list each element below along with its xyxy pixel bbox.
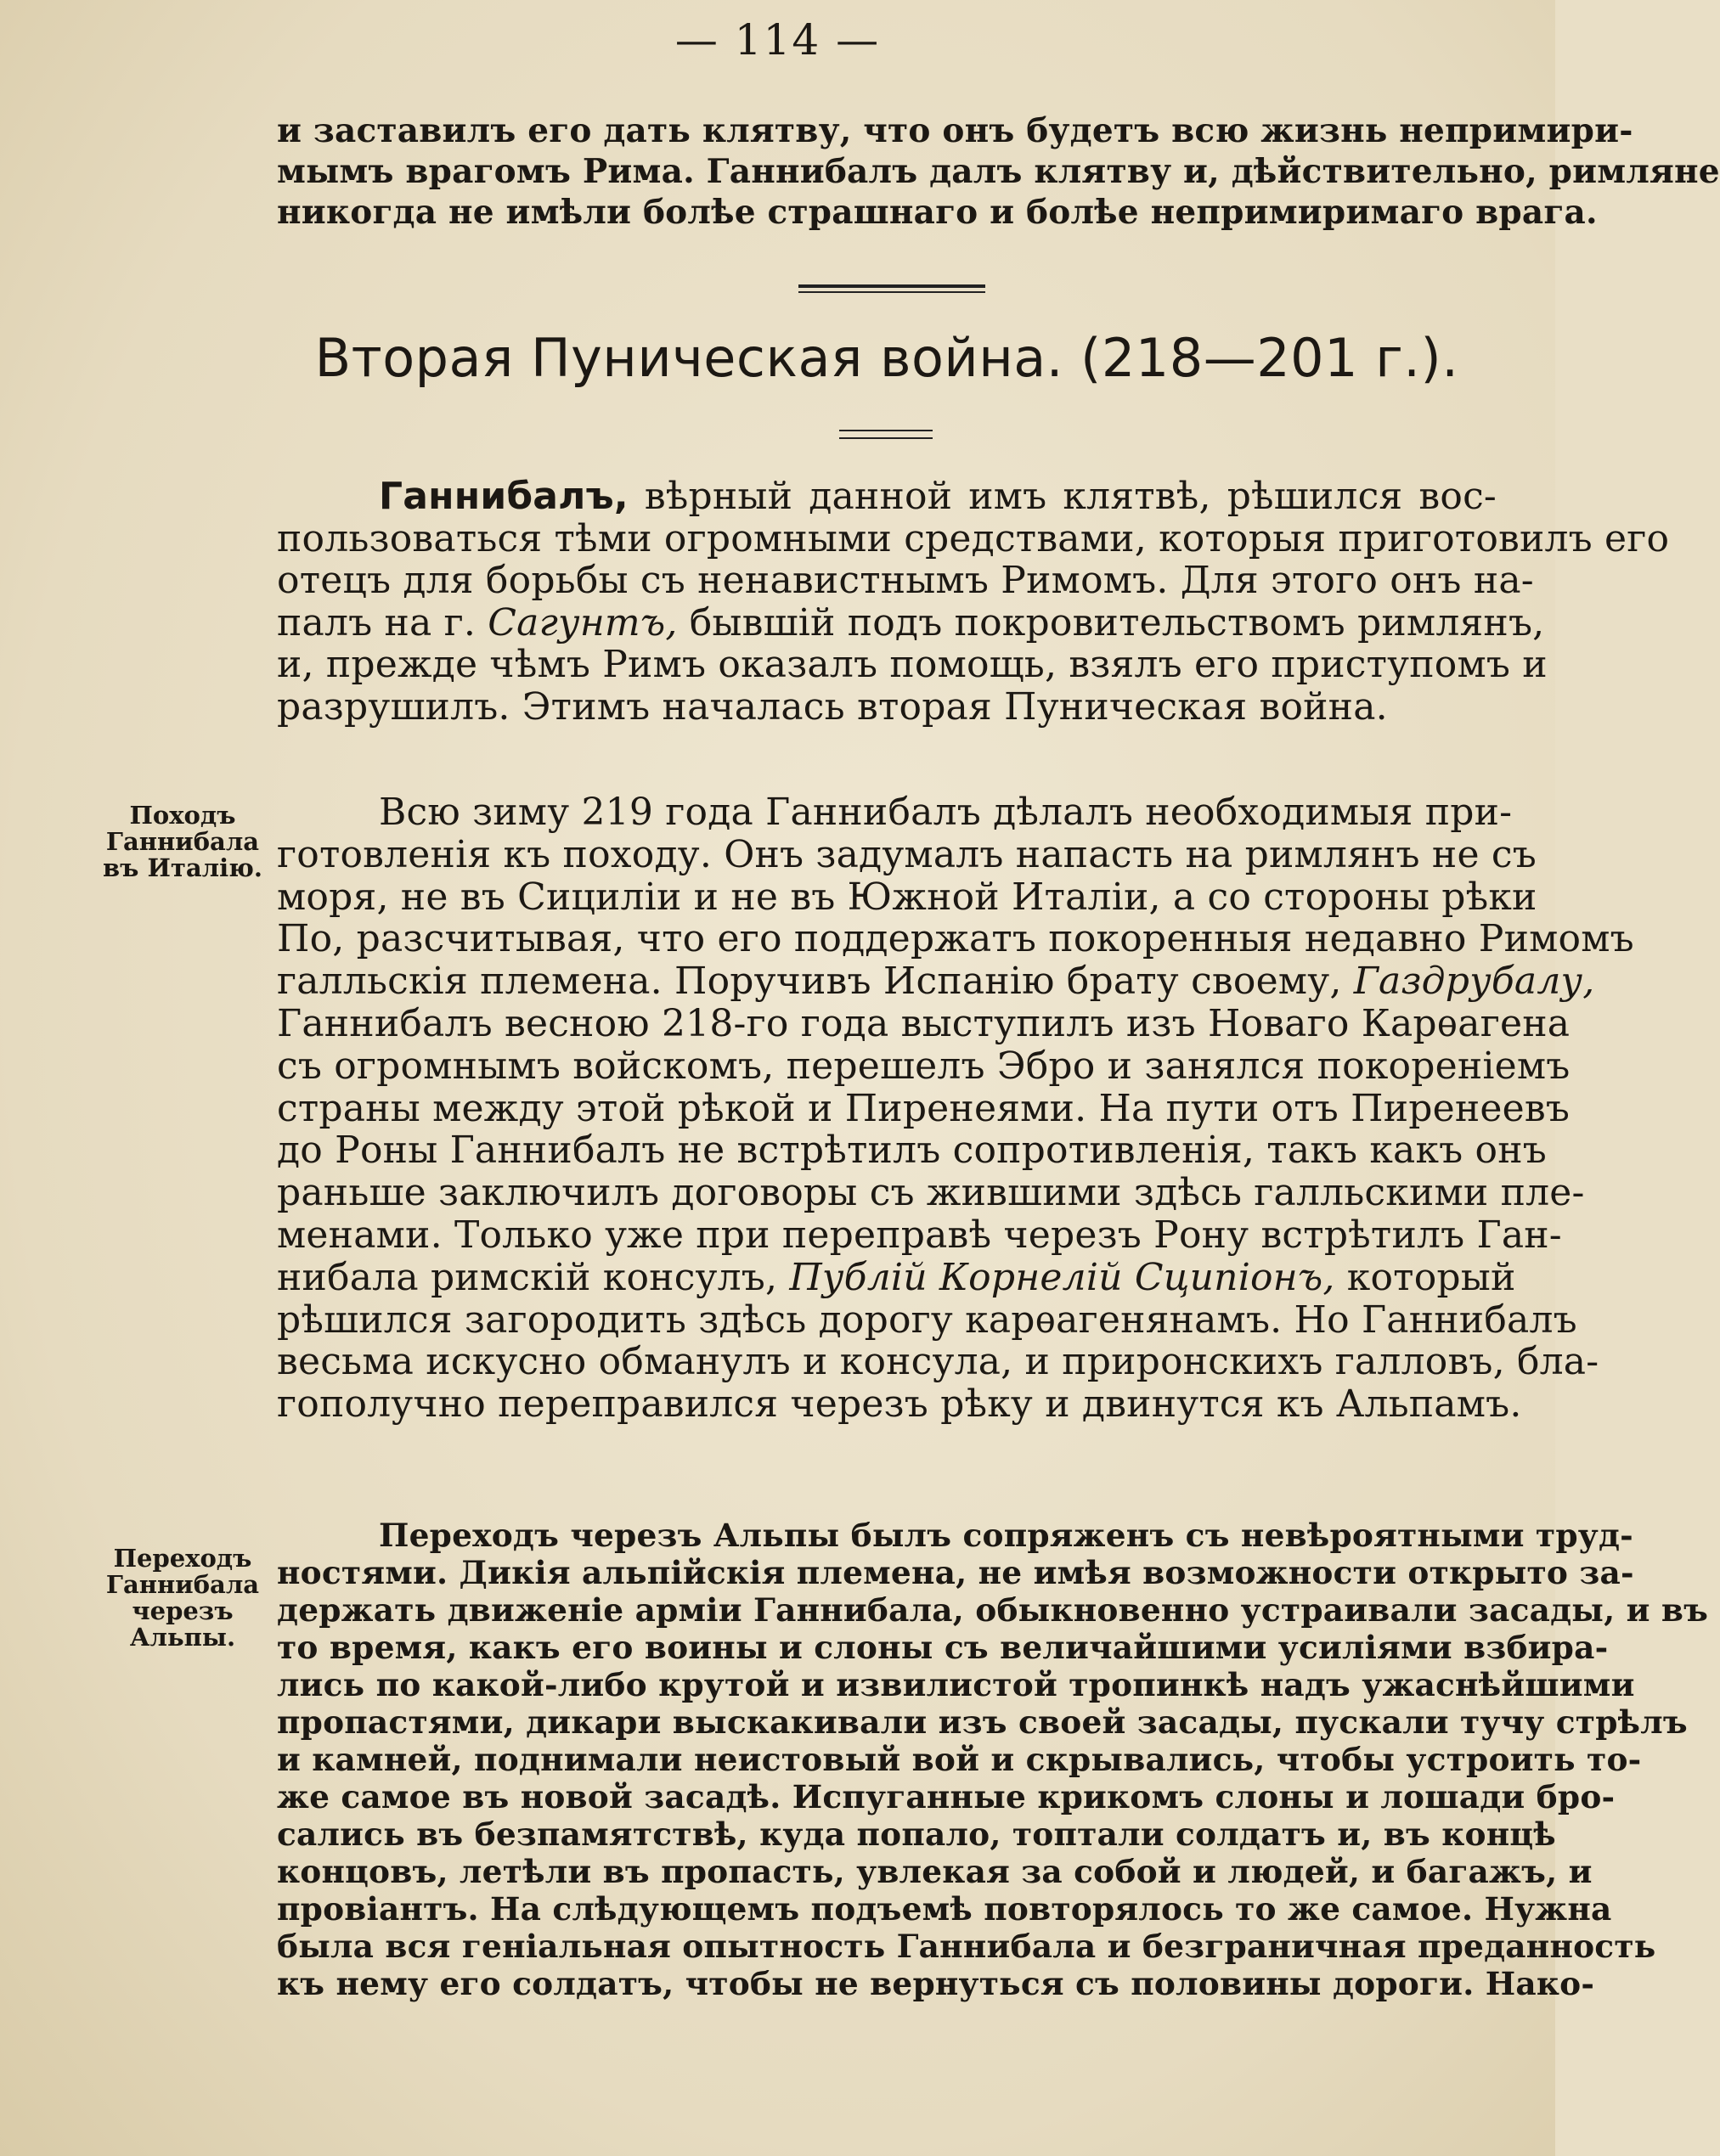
text-line: держать движеніе арміи Ганнибала, обыкновенно устраивали засады, и въ (277, 1591, 1709, 1629)
margin-note-line: Переходъ (113, 1544, 252, 1573)
section-heading: Вторая Пуническая война. (218—201 г.). (314, 327, 1459, 389)
paragraph-hannibal-oath (277, 475, 1670, 729)
intro-text (277, 110, 1720, 233)
divider-rule (798, 284, 985, 288)
text-line: Переходъ черезъ Альпы былъ сопряженъ съ невѣроятными труд- (379, 1517, 1633, 1554)
text-fragment: вѣрный данной имъ клятвѣ, рѣшился вос- (628, 475, 1497, 518)
text-line: и, прежде чѣмъ Римъ оказалъ помощь, взялъ его приступомъ и (277, 643, 1548, 686)
text-line (277, 600, 1545, 645)
text-fragment: палъ на г. (277, 600, 488, 645)
text-fragment: который (1334, 1255, 1516, 1299)
divider-rule (839, 437, 933, 439)
margin-note-line: Альпы. (129, 1623, 236, 1652)
margin-note-line: черезъ (132, 1596, 234, 1625)
emphasis-place: Сагунтъ, (488, 600, 678, 645)
text-line: весьма искусно обманулъ и консула, и приронскихъ галловъ, бла- (277, 1340, 1599, 1384)
text-line: концовъ, летѣли въ пропасть, увлекая за собой и людей, и багажъ, и (277, 1853, 1593, 1890)
text-line: провіантъ. На слѣдующемъ подъемѣ повторялось то же самое. Нужна (277, 1890, 1612, 1928)
text-line (277, 1255, 1516, 1299)
text-line: никогда не имѣли болѣе страшнаго и болѣе непримиримаго врага. (277, 193, 1598, 232)
text-line: сались въ безпамятствѣ, куда попало, топтали солдатъ и, въ концѣ (277, 1815, 1556, 1853)
margin-note-line: Ганнибала (105, 827, 260, 856)
divider-rule (839, 430, 933, 431)
text-line: до Роны Ганнибалъ не встрѣтилъ сопротивленія, такъ какъ онъ (277, 1129, 1547, 1173)
text-line: готовленія къ походу. Онъ задумалъ напасть на римлянъ не съ (277, 832, 1537, 876)
text-line: гополучно переправился черезъ рѣку и двинутся къ Альпамъ. (277, 1382, 1522, 1427)
text-line: раньше заключилъ договоры съ жившими здѣсь галльскими пле- (277, 1171, 1585, 1215)
paragraph-march-to-italy (277, 791, 1634, 1427)
margin-note-alps (93, 1545, 272, 1651)
margin-note-line: Походъ (129, 801, 236, 830)
text-line: пропастями, дикари выскакивали изъ своей засады, пускали тучу стрѣлъ (277, 1703, 1688, 1741)
text-line: Ганнибалъ весною 218-го года выступилъ изъ Новаго Карѳагена (277, 1001, 1571, 1045)
text-line: пользоваться тѣми огромными средствами, которыя приготовилъ его (277, 516, 1670, 560)
text-line: къ нему его солдатъ, чтобы не вернуться съ половины дороги. Нако- (277, 1965, 1595, 2002)
text-fragment: бывшій подъ покровительствомъ римлянъ, (677, 600, 1545, 645)
text-line: моря, не въ Сициліи и не въ Южной Италіи, а со стороны рѣки (277, 875, 1537, 919)
text-line: мымъ врагомъ Рима. Ганнибалъ далъ клятву и, дѣйствительно, римляне (277, 152, 1720, 191)
text-line: же самое въ новой засадѣ. Испуганные крикомъ слоны и лошади бро- (277, 1778, 1616, 1815)
text-line: менами. Только уже при переправѣ черезъ Рону встрѣтилъ Ган- (277, 1213, 1562, 1257)
margin-note-line: Ганнибала (105, 1570, 260, 1599)
text-line (277, 960, 1595, 1004)
text-line: лись по какой-либо крутой и извилистой тропинкѣ надъ ужаснѣйшими (277, 1666, 1635, 1703)
text-line: рѣшился загородить здѣсь дорогу карѳагенянамъ. Но Ганнибалъ (277, 1298, 1577, 1342)
emphasis-name: Публій Корнелій Сципіонъ, (789, 1255, 1335, 1299)
margin-note-march (93, 802, 272, 881)
text-line: съ огромнымъ войскомъ, перешелъ Эбро и занялся покореніемъ (277, 1044, 1571, 1088)
page-number: — 114 — (674, 15, 881, 65)
text-fragment: галльскія племена. Поручивъ Испанію брату своему, (277, 960, 1354, 1004)
text-line: то время, какъ его воины и слоны съ величайшими усиліями взбира- (277, 1629, 1609, 1666)
emphasis-name: Газдрубалу, (1353, 960, 1595, 1004)
text-line: и заставилъ его дать клятву, что онъ будетъ всю жизнь непримири- (277, 111, 1633, 150)
emphasis-name: Ганнибалъ, (379, 475, 629, 518)
text-line (277, 476, 1497, 518)
text-line: страны между этой рѣкой и Пиренеями. На пути отъ Пиренеевъ (277, 1086, 1571, 1130)
text-line: была вся геніальная опытность Ганнибала и безграничная преданность (277, 1928, 1656, 1965)
text-line: разрушилъ. Этимъ началась вторая Пуническая война. (277, 684, 1388, 729)
paragraph-crossing-alps (277, 1517, 1709, 2002)
text-line: отецъ для борьбы съ ненавистнымъ Римомъ. Для этого онъ на- (277, 559, 1534, 602)
divider-rule (798, 291, 985, 293)
text-line: ностями. Дикія альпійскія племена, не имѣя возможности открыто за- (277, 1554, 1634, 1591)
text-fragment: нибала римскій консулъ, (277, 1255, 790, 1299)
margin-note-line: въ Италію. (103, 853, 262, 882)
text-line: По, разсчитывая, что его поддержатъ покоренныя недавно Римомъ (277, 917, 1634, 961)
text-line: и камней, поднимали неистовый вой и скрывались, чтобы устроить то- (277, 1741, 1642, 1778)
text-line: Всю зиму 219 года Ганнибалъ дѣлалъ необходимыя при- (379, 791, 1513, 834)
